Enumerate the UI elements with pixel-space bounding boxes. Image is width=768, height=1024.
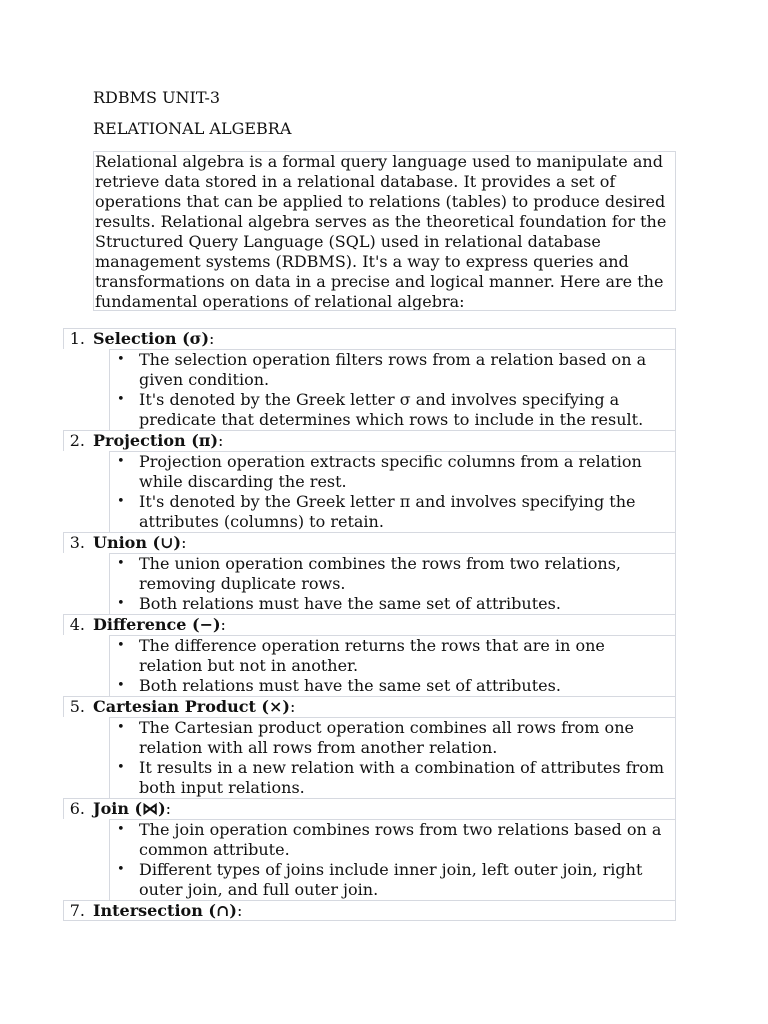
bullet-item: • The join operation combines rows from two relations based on a common attribute. (110, 820, 675, 860)
operation-colon: : (209, 329, 215, 348)
bullet-item: • It's denoted by the Greek letter π and involves specifying the attributes (columns) to retain. (110, 492, 675, 532)
operation-item (63, 798, 676, 819)
bullet-item: • The selection operation filters rows from a relation based on a given condition. (110, 350, 675, 390)
operation-item (63, 430, 676, 451)
intro-text-box (93, 151, 676, 311)
bullet-item: • The difference operation returns the rows that are in one relation but not in another. (110, 636, 675, 676)
operation-number: 2. (69, 431, 85, 450)
bullet-item: • It's denoted by the Greek letter σ and involves specifying a predicate that determines which rows to include in the result. (110, 390, 675, 430)
operation-number: 4. (69, 615, 85, 634)
operation-name: Selection (σ) (93, 329, 210, 348)
operation-item (63, 614, 676, 635)
operation-name: Cartesian Product (×) (93, 697, 290, 716)
operation-name: Union (∪) (93, 533, 182, 552)
operation-colon: : (236, 901, 243, 920)
bullet-item: • Different types of joins include inner join, left outer join, right outer join, and full outer join. (110, 860, 675, 900)
operation-number: 7. (69, 901, 85, 920)
operations-list (63, 328, 676, 921)
operation-name: Projection (π) (93, 431, 219, 450)
bullet-list (109, 349, 676, 430)
operation-colon: : (181, 533, 187, 552)
operation-number: 3. (69, 533, 85, 552)
operation-colon: : (165, 799, 172, 818)
bullet-list (109, 717, 676, 798)
bullet-item: • The Cartesian product operation combines all rows from one relation with all rows from another relation. (110, 718, 675, 758)
operation-item (63, 328, 676, 349)
bullet-list (109, 635, 676, 696)
bullet-item: • The union operation combines the rows from two relations, removing duplicate rows. (110, 554, 675, 594)
operation-item (63, 696, 676, 717)
operation-item (63, 532, 676, 553)
operation-colon: : (220, 615, 226, 634)
bullet-item: • Both relations must have the same set of attributes. (110, 676, 675, 696)
bullet-list (109, 553, 676, 614)
operation-item (63, 900, 676, 921)
operation-colon: : (218, 431, 224, 450)
section-heading: RELATIONAL ALGEBRA (93, 119, 292, 138)
operation-name: Difference (−) (93, 615, 221, 634)
operation-name: Intersection (∩) (93, 901, 237, 920)
bullet-list (109, 451, 676, 532)
operation-number: 6. (69, 799, 85, 818)
intro-paragraph: Relational algebra is a formal query language used to manipulate and retrieve data stored in a relational database. It provides a set of operations that can be applied to relations (tables) to produce desired results. Relational algebra serves as the theoretical foundation for the Structured Query Language (SQL) used in relational database management systems (RDBMS). It's a way to express queries and transformations on data in a precise and logical manner. Here are the fundamental operations of relational algebra: (95, 152, 667, 311)
bullet-item: • It results in a new relation with a combination of attributes from both input relations. (110, 758, 675, 798)
operation-name: Join (⋈) (93, 799, 166, 818)
operation-number: 1. (69, 329, 85, 348)
bullet-item: • Both relations must have the same set of attributes. (110, 594, 675, 614)
operation-number: 5. (69, 697, 85, 716)
operation-colon: : (289, 697, 296, 716)
bullet-item: • Projection operation extracts specific columns from a relation while discarding the rest. (110, 452, 675, 492)
bullet-list (109, 819, 676, 900)
document-heading: RDBMS UNIT-3 (93, 88, 221, 107)
